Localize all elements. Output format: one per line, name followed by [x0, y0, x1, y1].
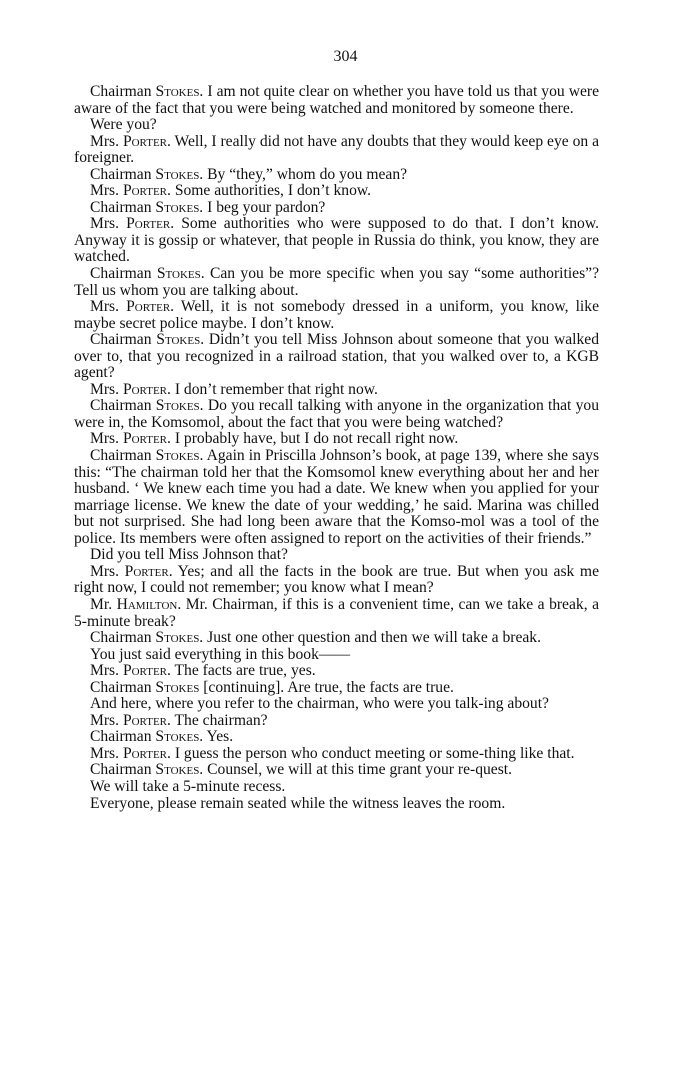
speech-text: Yes; and all the facts in the book are true. But when you ask me right now, I could not remember; you know what I mean? — [74, 562, 599, 597]
speech-text: I am not quite clear on whether you have told us that you were aware of the fact that you were being watched and monitored by someone there. — [74, 83, 600, 117]
page-number: 304 — [333, 48, 358, 65]
speaker-name: Chairman Stokes. — [90, 629, 204, 647]
transcript-paragraph — [74, 564, 599, 597]
speaker-name: Mrs. Porter. — [90, 711, 171, 729]
speech-text: [continuing]. Are true, the facts are true. — [203, 678, 454, 696]
transcript-paragraph — [74, 431, 599, 448]
transcript-paragraph — [74, 647, 599, 664]
speaker-name: Mr. Hamilton. — [90, 595, 182, 613]
speaker-name: Chairman Stokes. — [90, 331, 205, 349]
speech-text: Well, it is not somebody dressed in a uniform, you know, like maybe secret police maybe. I don’t know. — [74, 298, 599, 332]
speech-text: Were you? — [90, 116, 157, 134]
speaker-name: Mrs. Porter. — [90, 132, 171, 150]
speaker-name: Mrs. Porter. — [90, 662, 171, 680]
transcript-paragraph — [74, 448, 599, 547]
speech-text: I guess the person who conduct meeting or some-thing like that. — [174, 744, 575, 762]
transcript-paragraph — [74, 398, 599, 431]
speaker-name: Chairman Stokes. — [90, 265, 205, 283]
speaker-name: Chairman Stokes. — [90, 165, 204, 183]
speech-text: Just one other question and then we will take a break. — [207, 629, 541, 647]
speaker-name: Mrs. Porter. — [90, 380, 171, 398]
transcript-paragraph — [74, 547, 599, 564]
speaker-name: Chairman Stokes. — [90, 728, 204, 746]
speech-text: I don’t remember that right now. — [174, 380, 378, 398]
speech-text: Yes. — [206, 728, 234, 746]
speech-text: Counsel, we will at this time grant your re-quest. — [207, 761, 513, 779]
transcript-paragraph — [74, 183, 599, 200]
transcript-paragraph — [74, 266, 599, 299]
transcript-paragraph — [74, 762, 599, 779]
speaker-name: Mrs. Porter. — [90, 182, 171, 200]
speech-text: Do you recall talking with anyone in the organization that you were in, the Komsomol, about the fact that you were being watched? — [74, 397, 600, 431]
speaker-name: Mrs. Porter. — [90, 298, 175, 316]
speech-text: We will take a 5-minute recess. — [90, 777, 286, 795]
speech-text: Well, I really did not have any doubts that they would keep eye on a foreigner. — [74, 132, 599, 167]
transcript-paragraph — [74, 746, 599, 763]
speaker-name: Mrs. Porter. — [90, 744, 171, 762]
transcript-paragraph — [74, 299, 599, 332]
speaker-name: Chairman Stokes. — [90, 83, 204, 100]
transcript-paragraph — [74, 382, 599, 399]
transcript-paragraph — [74, 167, 599, 184]
speaker-name: Mrs. Porter. — [90, 562, 173, 580]
transcript-paragraph — [74, 729, 599, 746]
transcript-paragraph — [74, 332, 599, 382]
transcript-paragraph — [74, 630, 599, 647]
speaker-name: Chairman Stokes — [90, 678, 200, 696]
transcript-paragraph — [74, 680, 599, 697]
speech-text: I probably have, but I do not recall right now. — [174, 430, 459, 448]
speech-text: And here, where you refer to the chairman, who were you talk-ing about? — [90, 695, 549, 713]
speaker-name: Chairman Stokes. — [90, 198, 204, 216]
transcript-paragraph — [74, 200, 599, 217]
speaker-name: Mrs. Porter. — [90, 215, 175, 233]
speaker-name: Mrs. Porter. — [90, 430, 171, 448]
transcript-paragraph — [74, 216, 599, 266]
transcript-paragraph — [74, 663, 599, 680]
speech-text: Some authorities who were supposed to do that. I don’t know. Anyway it is gossip or whatever, that people in Russia do think, you know, they are watched. — [74, 215, 599, 266]
speech-text: I beg your pardon? — [207, 198, 326, 216]
transcript-paragraph — [74, 779, 599, 796]
transcript-paragraph — [74, 597, 599, 630]
transcript-body — [74, 84, 599, 812]
speaker-name: Chairman Stokes. — [90, 397, 204, 415]
speech-text: Some authorities, I don’t know. — [174, 182, 372, 200]
speech-text: Again in Priscilla Johnson’s book, at page 139, where she says this: “The chairman told her that the Komsomol knew everything about her and her husband. ‘ We knew each time you had a date. We knew when you applied for your marriage license. We knew the date of your wedding,’ he said. Marina was chilled but not surprised. She had long been aware that the Komso-mol was a tool of the police. Its members were often assigned to report on the activities of their friends.” — [74, 447, 600, 547]
speech-text: The facts are true, yes. — [174, 662, 316, 680]
speaker-name: Chairman Stokes. — [90, 447, 204, 465]
speech-text: Did you tell Miss Johnson that? — [90, 546, 288, 564]
speech-text: Everyone, please remain seated while the witness leaves the room. — [90, 794, 506, 812]
transcript-paragraph — [74, 117, 599, 134]
speech-text: The chairman? — [174, 711, 268, 729]
transcript-paragraph — [74, 796, 599, 813]
speech-text: Mr. Chairman, if this is a convenient time, can we take a break, a 5-minute break? — [74, 595, 599, 630]
transcript-paragraph — [74, 134, 599, 167]
transcript-paragraph — [74, 696, 599, 713]
transcript-paragraph — [74, 713, 599, 730]
speech-text: Didn’t you tell Miss Johnson about someone that you walked over to, that you recognized in a railroad station, that you walked over to, a KGB agent? — [74, 331, 599, 382]
speech-text: By “they,” whom do you mean? — [207, 165, 408, 183]
speech-text: You just said everything in this book—— — [90, 645, 351, 663]
transcript-paragraph — [74, 84, 599, 117]
speech-text: Can you be more specific when you say “some authorities”? Tell us whom you are talking about. — [74, 265, 599, 299]
speaker-name: Chairman Stokes. — [90, 761, 204, 779]
